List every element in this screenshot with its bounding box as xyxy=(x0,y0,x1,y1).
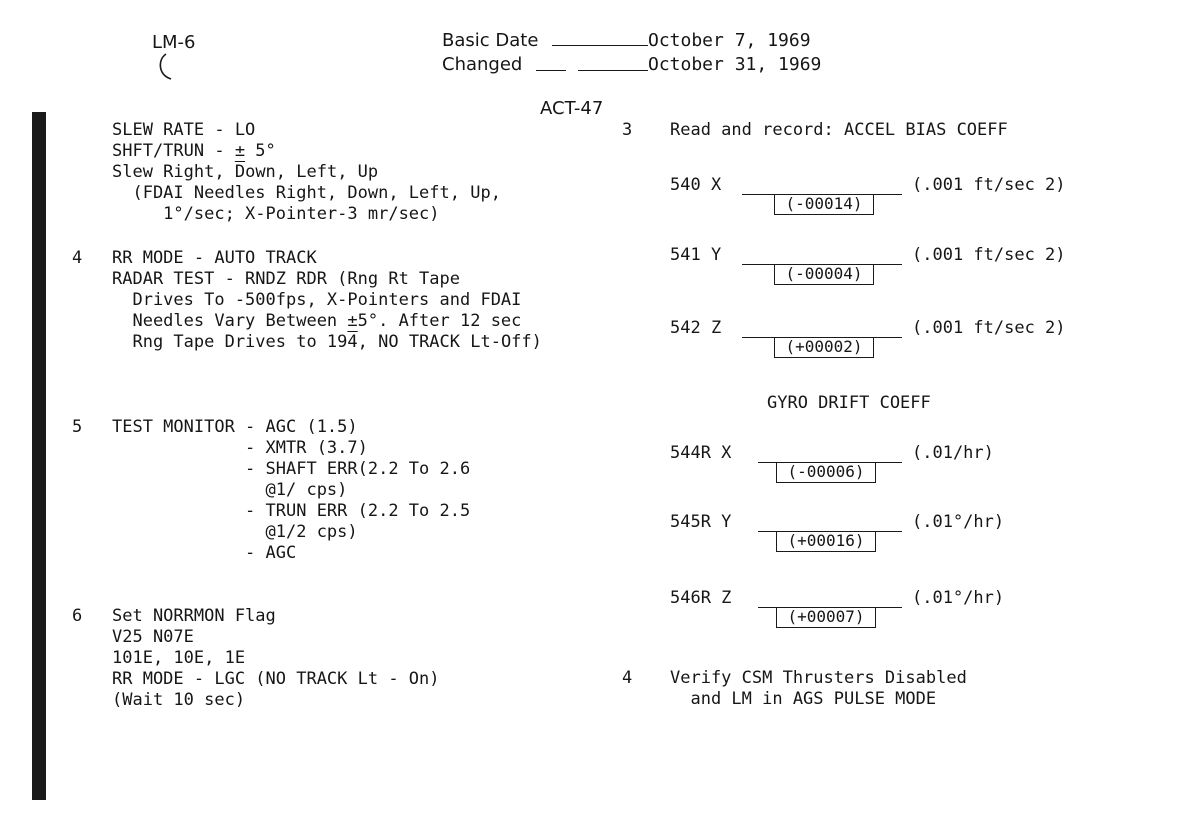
right-step-number-4: 4 xyxy=(622,668,633,688)
changed-line-a xyxy=(536,70,566,71)
gyro-z-label: 546R Z xyxy=(670,588,732,608)
step4-line-5 xyxy=(112,332,542,353)
gyro-x-unit: (.01/hr) xyxy=(912,443,994,463)
slew-pre: Slew Right, xyxy=(112,162,235,182)
gyro-z-unit: (.01°/hr) xyxy=(912,588,1005,608)
step4-last-ol: 4 xyxy=(347,332,358,352)
step4-line-3: Drives To -500fps, X-Pointers and FDAI xyxy=(112,290,522,310)
step4-line-2: RADAR TEST - RNDZ RDR (Rng Rt Tape xyxy=(112,269,460,289)
accel-z-value: (+00002) xyxy=(774,337,874,358)
step4-last-pre: Rng Tape Drives to 19 xyxy=(112,332,348,352)
accel-x-value: (-00014) xyxy=(774,194,874,215)
left-line-slew-dirs xyxy=(112,162,378,183)
step5-line-3: - SHAFT ERR(2.2 To 2.6 xyxy=(112,459,471,479)
slew-d: $\overline{D}$ xyxy=(234,162,246,182)
gyro-y-unit: (.01°/hr) xyxy=(912,512,1005,532)
doc-id: LM-6 xyxy=(152,32,196,53)
step5-line-5: - TRUN ERR (2.2 To 2.5 xyxy=(112,501,471,521)
section-id: ACT-47 xyxy=(540,98,604,119)
gyro-y-label: 545R Y xyxy=(670,512,732,532)
step-number-5: 5 xyxy=(72,417,83,437)
gyro-x-label: 544R X xyxy=(670,443,732,463)
step6-line-4: RR MODE - LGC (NO TRACK Lt - On) xyxy=(112,669,440,689)
changed-label: Changed xyxy=(442,54,523,75)
changed-date-value: October 31, 1969 xyxy=(648,54,822,75)
change-bar xyxy=(32,112,46,800)
step4-line-1: RR MODE - AUTO TRACK xyxy=(112,248,317,268)
accel-x-unit: (.001 ft/sec 2) xyxy=(912,175,1066,195)
handwritten-mark xyxy=(157,52,173,82)
step6-line-3: 101E, 10E, 1E xyxy=(112,648,246,668)
accel-z-unit: (.001 ft/sec 2) xyxy=(912,318,1066,338)
left-line-rate: 1°/sec; X-Pointer-3 mr/sec) xyxy=(112,204,440,224)
basic-date-line xyxy=(552,45,648,46)
step3-text: Read and record: ACCEL BIAS COEFF xyxy=(670,120,1008,140)
step6-line-5: (Wait 10 sec) xyxy=(112,690,246,710)
step-number-4: 4 xyxy=(72,248,83,268)
accel-y-unit: (.001 ft/sec 2) xyxy=(912,245,1066,265)
accel-y-label: 541 Y xyxy=(670,245,722,265)
accel-z-label: 542 Z xyxy=(670,318,722,338)
step-number-3: 3 xyxy=(622,120,633,140)
basic-date-value: October 7, 1969 xyxy=(648,30,811,51)
step5-line-2: - XMTR (3.7) xyxy=(112,438,368,458)
slew-post: own, Left, Up xyxy=(245,162,379,182)
gyro-heading: GYRO DRIFT COEFF xyxy=(767,393,931,413)
step4-line-4: Needles Vary Between ±5°. After 12 sec xyxy=(112,311,522,331)
step4-last-post: , NO TRACK Lt-Off) xyxy=(357,332,542,352)
step6-line-1: Set NORRMON Flag xyxy=(112,606,276,626)
step6-line-2: V25 N07E xyxy=(112,627,194,647)
step5-line-1: TEST MONITOR - AGC (1.5) xyxy=(112,417,358,437)
right-step4-line-2: and LM in AGS PULSE MODE xyxy=(670,689,937,709)
step5-line-6: @1/2 cps) xyxy=(112,522,358,542)
gyro-y-value: (+00016) xyxy=(776,531,876,552)
step5-line-4: @1/ cps) xyxy=(112,480,348,500)
right-step4-line-1: Verify CSM Thrusters Disabled xyxy=(670,668,967,688)
accel-y-value: (-00004) xyxy=(774,264,874,285)
left-line-slew-rate: SLEW RATE - LO xyxy=(112,120,256,140)
left-line-fdai: (FDAI Needles Right, Down, Left, Up, xyxy=(112,183,501,203)
left-line-shft-trun: SHFT/TRUN - ± 5° xyxy=(112,141,276,161)
accel-x-label: 540 X xyxy=(670,175,722,195)
changed-line-b xyxy=(578,70,648,71)
basic-date-label: Basic Date xyxy=(442,30,539,51)
step5-line-7: - AGC xyxy=(112,543,297,563)
gyro-z-value: (+00007) xyxy=(776,607,876,628)
gyro-x-value: (-00006) xyxy=(776,462,876,483)
step-number-6: 6 xyxy=(72,606,83,626)
